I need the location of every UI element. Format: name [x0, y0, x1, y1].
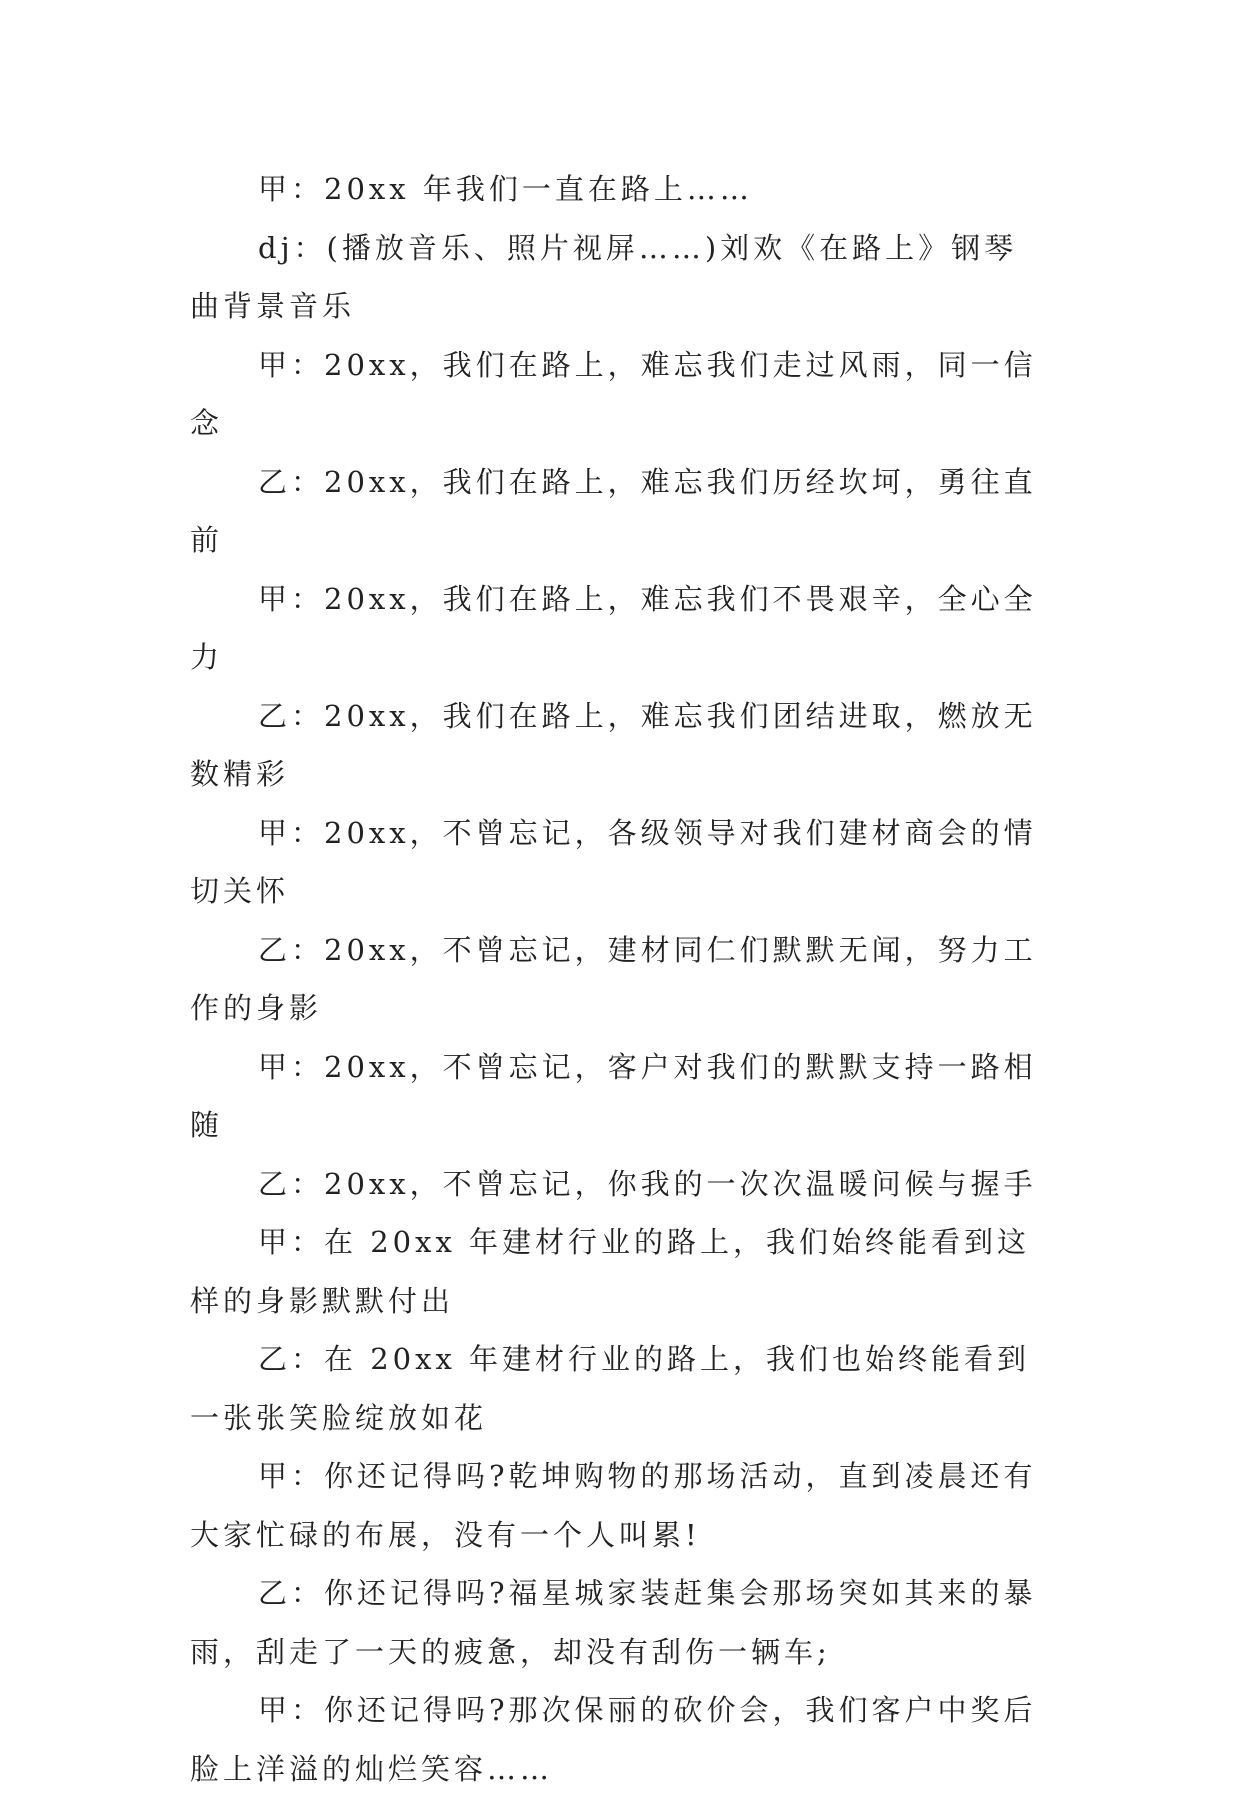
paragraph: 甲：20xx，我们在路上，难忘我们走过风雨，同一信念 — [190, 347, 1037, 440]
paragraph: 乙：你还记得吗?福星城家装赶集会那场突如其来的暴雨，刮走了一天的疲惫，却没有刮伤一辆车; — [190, 1576, 1037, 1669]
paragraph: 乙：20xx，不曾忘记，建材同仁们默默无闻，努力工作的身影 — [190, 932, 1037, 1025]
paragraph: 甲：20xx 年我们一直在路上…… — [258, 172, 753, 206]
paragraph: 甲：20xx，我们在路上，难忘我们不畏艰辛，全心全力 — [190, 581, 1037, 674]
paragraph: 甲：你还记得吗?乾坤购物的那场活动，直到凌晨还有大家忙碌的布展，没有一个人叫累! — [190, 1459, 1037, 1552]
paragraph: 甲：在 20xx 年建材行业的路上，我们始终能看到这样的身影默默付出 — [190, 1225, 1031, 1318]
paragraph: 甲：你还记得吗?那次保丽的砍价会，我们客户中奖后脸上洋溢的灿烂笑容…… — [190, 1693, 1037, 1786]
paragraph: 乙：20xx，我们在路上，难忘我们历经坎坷，勇往直前 — [190, 464, 1037, 557]
paragraph: dj：(播放音乐、照片视屏……)刘欢《在路上》钢琴曲背景音乐 — [190, 230, 1018, 323]
paragraph: 乙：20xx，我们在路上，难忘我们团结进取，燃放无数精彩 — [190, 698, 1037, 791]
paragraph: 甲：20xx，不曾忘记，各级领导对我们建材商会的情切关怀 — [190, 815, 1037, 908]
document-body — [190, 160, 1050, 1798]
paragraph: 甲：20xx，不曾忘记，客户对我们的默默支持一路相随 — [190, 1049, 1037, 1142]
paragraph: 乙：在 20xx 年建材行业的路上，我们也始终能看到一张张笑脸绽放如花 — [190, 1342, 1031, 1435]
paragraph: 乙：20xx，不曾忘记，你我的一次次温暖问候与握手 — [258, 1166, 1037, 1201]
